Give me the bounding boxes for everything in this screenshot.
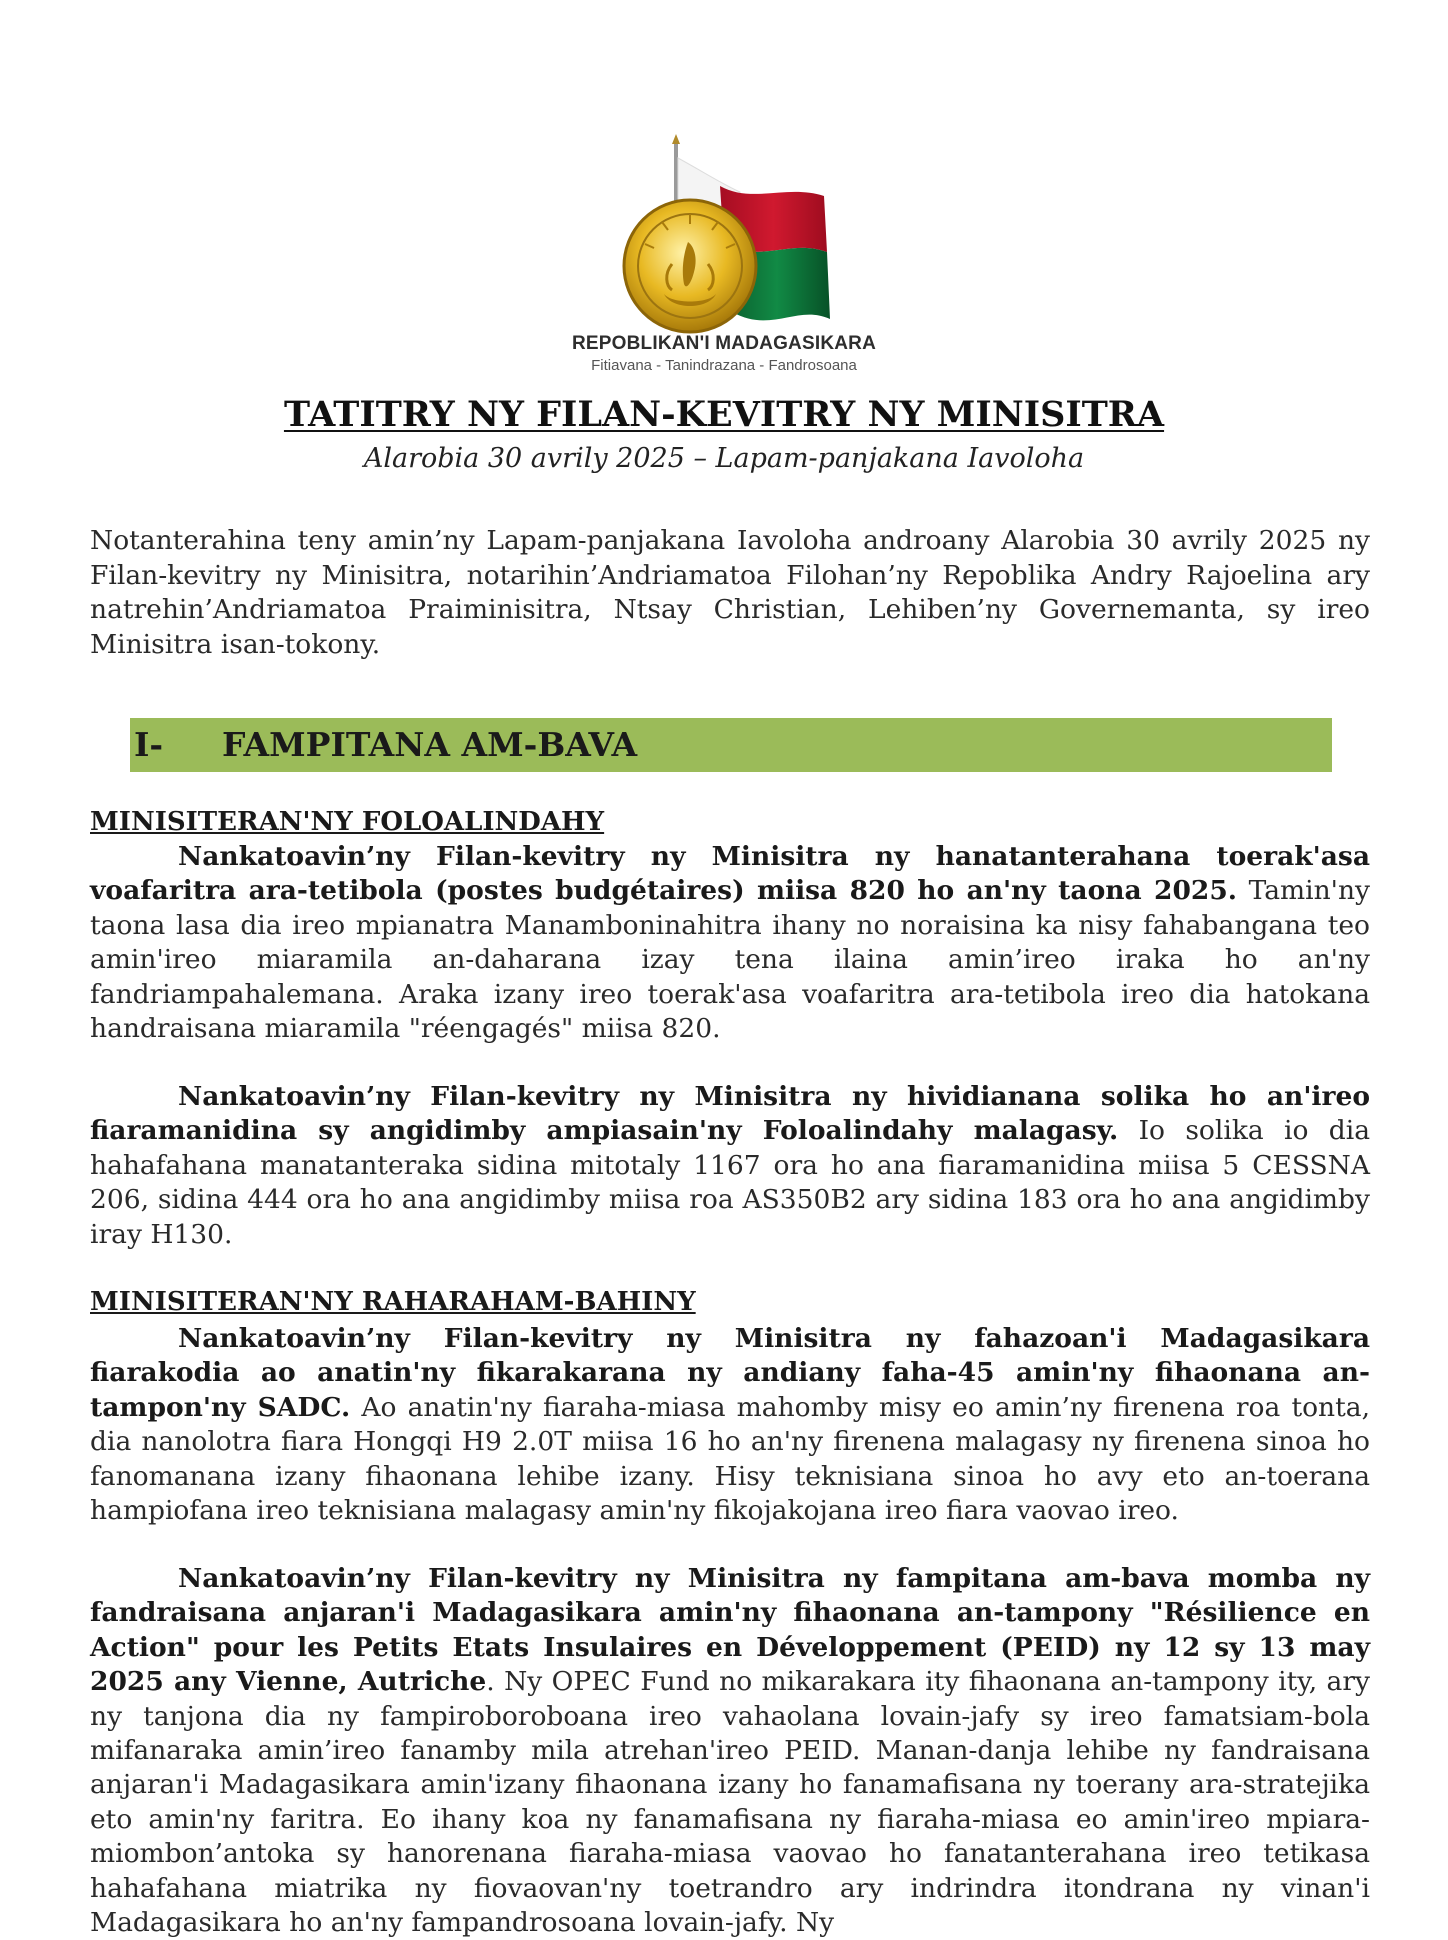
intro-block: [90, 524, 1370, 662]
section-number: I-: [134, 725, 164, 764]
document-subtitle: Alarobia 30 avrily 2025 – Lapam-panjakana Iavoloha: [363, 443, 1085, 474]
intro-paragraph: Notanterahina teny amin’ny Lapam-panjakana Iavoloha androany Alarobia 30 avrily 2025 ny Filan-kevitry ny Minisitra, notarihin’Andriamatoa Filohan’ny Repoblika Andry Rajoelina ary natrehin’Andriamatoa Praiminisitra, Ntsay Christian, Lehiben’ny Governemanta, sy ireo Minisitra isan-tokony.: [90, 525, 1370, 660]
paragraph-lead: Nankatoavin’ny Filan-kevitry ny Minisitra ny hanatanterahana toerak'asa voafaritra ara-tetibola (postes budgétaires) miisa 820 ho an'ny taona 2025.: [90, 841, 1370, 907]
paragraph-foreign-affairs-2: [90, 1562, 1370, 1940]
paragraph-defense-2: [90, 1080, 1370, 1252]
paragraph-foreign-affairs-1: [90, 1322, 1370, 1528]
document-title: [0, 393, 1448, 437]
ministry-heading-defense: MINISITERAN'NY FOLOALINDAHY: [90, 807, 605, 837]
paragraph-lead: Nankatoavin’ny Filan-kevitry ny Minisitra ny hividianana solika ho an'ireo fiaramanidina sy angidimby ampiasain'ny Foloalindahy malagasy.: [90, 1081, 1370, 1147]
paragraph-body: Ao anatin'ny fiaraha-miasa mahomby misy eo amin’ny firenena roa tonta, dia nanolotra fiara Hongqi H9 2.0T miisa 16 ho an'ny firenena malagasy ny firenena sinoa ho fanomanana izany fihaonana lehibe izany. Hisy teknisiana sinoa ho avy eto an-toerana hampiofana ireo teknisiana malagasy amin'ny fikojakojana ireo fiara vaovao ireo.: [90, 1391, 1370, 1527]
section-header-bar: [130, 718, 1332, 772]
paragraph-body: Tamin'ny taona lasa dia ireo mpianatra Manamboninahitra ihany no noraisina ka nisy fahabangana teo amin'ireo miaramila an-daharana izay tena ilaina amin’ireo iraka ho an'ny fandriampahalemana. Araka izany ireo toerak'asa voafaritra ara-tetibola ireo dia hatokana handraisana miaramila "réengagés" miisa 820.: [90, 875, 1371, 1045]
republic-name: REPOBLIKAN'I MADAGASIKARA: [571, 333, 877, 354]
ministry-heading-foreign-affairs: MINISITERAN'NY RAHARAHAM-BAHINY: [90, 1287, 696, 1317]
section-title: FAMPITANA AM-BAVA: [222, 725, 638, 764]
paragraph-lead: Nankatoavin’ny Filan-kevitry ny Minisitra ny fahazoan'i Madagasikara fiarakodia ao anatin'ny fikarakarana ny andiany faha-45 amin'ny fihaonana an-tampon'ny SADC.: [90, 1323, 1370, 1423]
paragraph-defense-1: [90, 840, 1370, 1046]
paragraph-body: . Ny OPEC Fund no mikarakara ity fihaonana an-tampony ity, ary ny tanjona dia ny fampiroboroboana ireo vahaolana lovain-jafy sy ireo famatsiam-bola mifanaraka amin’ireo fanamby mila atrehan'ireo PEID. Manan-danja lehibe ny fandraisana anjaran'i Madagasikara amin'izany fihaonana izany ho fanamafisana ny toerany ara-stratejika eto amin'ny faritra. Eo ihany koa ny fanamafisana ny fiaraha-miasa eo amin'ireo mpiara-miombon’antoka sy hanorenana fiaraha-miasa vaovao ho fanatanterahana ireo tetikasa hahafahana miatrika ny fiovaovan'ny toetrandro ary indrindra itondrana ny vinan'i Madagasikara ho an'ny fampandrosoana lovain-jafy. Ny: [90, 1666, 1370, 1939]
republic-motto: Fitiavana - Tanindrazana - Fandrosoana: [591, 357, 857, 374]
document-title-text: TATITRY NY FILAN-KEVITRY NY MINISITRA: [283, 394, 1165, 435]
paragraph-lead: Nankatoavin’ny Filan-kevitry ny Minisitra ny fampitana am-bava momba ny fandraisana anjaran'i Madagasikara amin'ny fihaonana an-tampony "Résilience en Action" pour les Petits Etats Insulaires en Développement (PEID) ny 12 sy 13 may 2025 any Vienne, Autriche: [90, 1563, 1370, 1698]
paragraph-body: Io solika io dia hahafahana manatanteraka sidina mitotaly 1167 ora ho ana fiaramanidina miisa 5 CESSNA 206, sidina 444 ora ho ana angidimby miisa roa AS350B2 ary sidina 183 ora ho ana angidimby iray H130.: [90, 1115, 1370, 1250]
